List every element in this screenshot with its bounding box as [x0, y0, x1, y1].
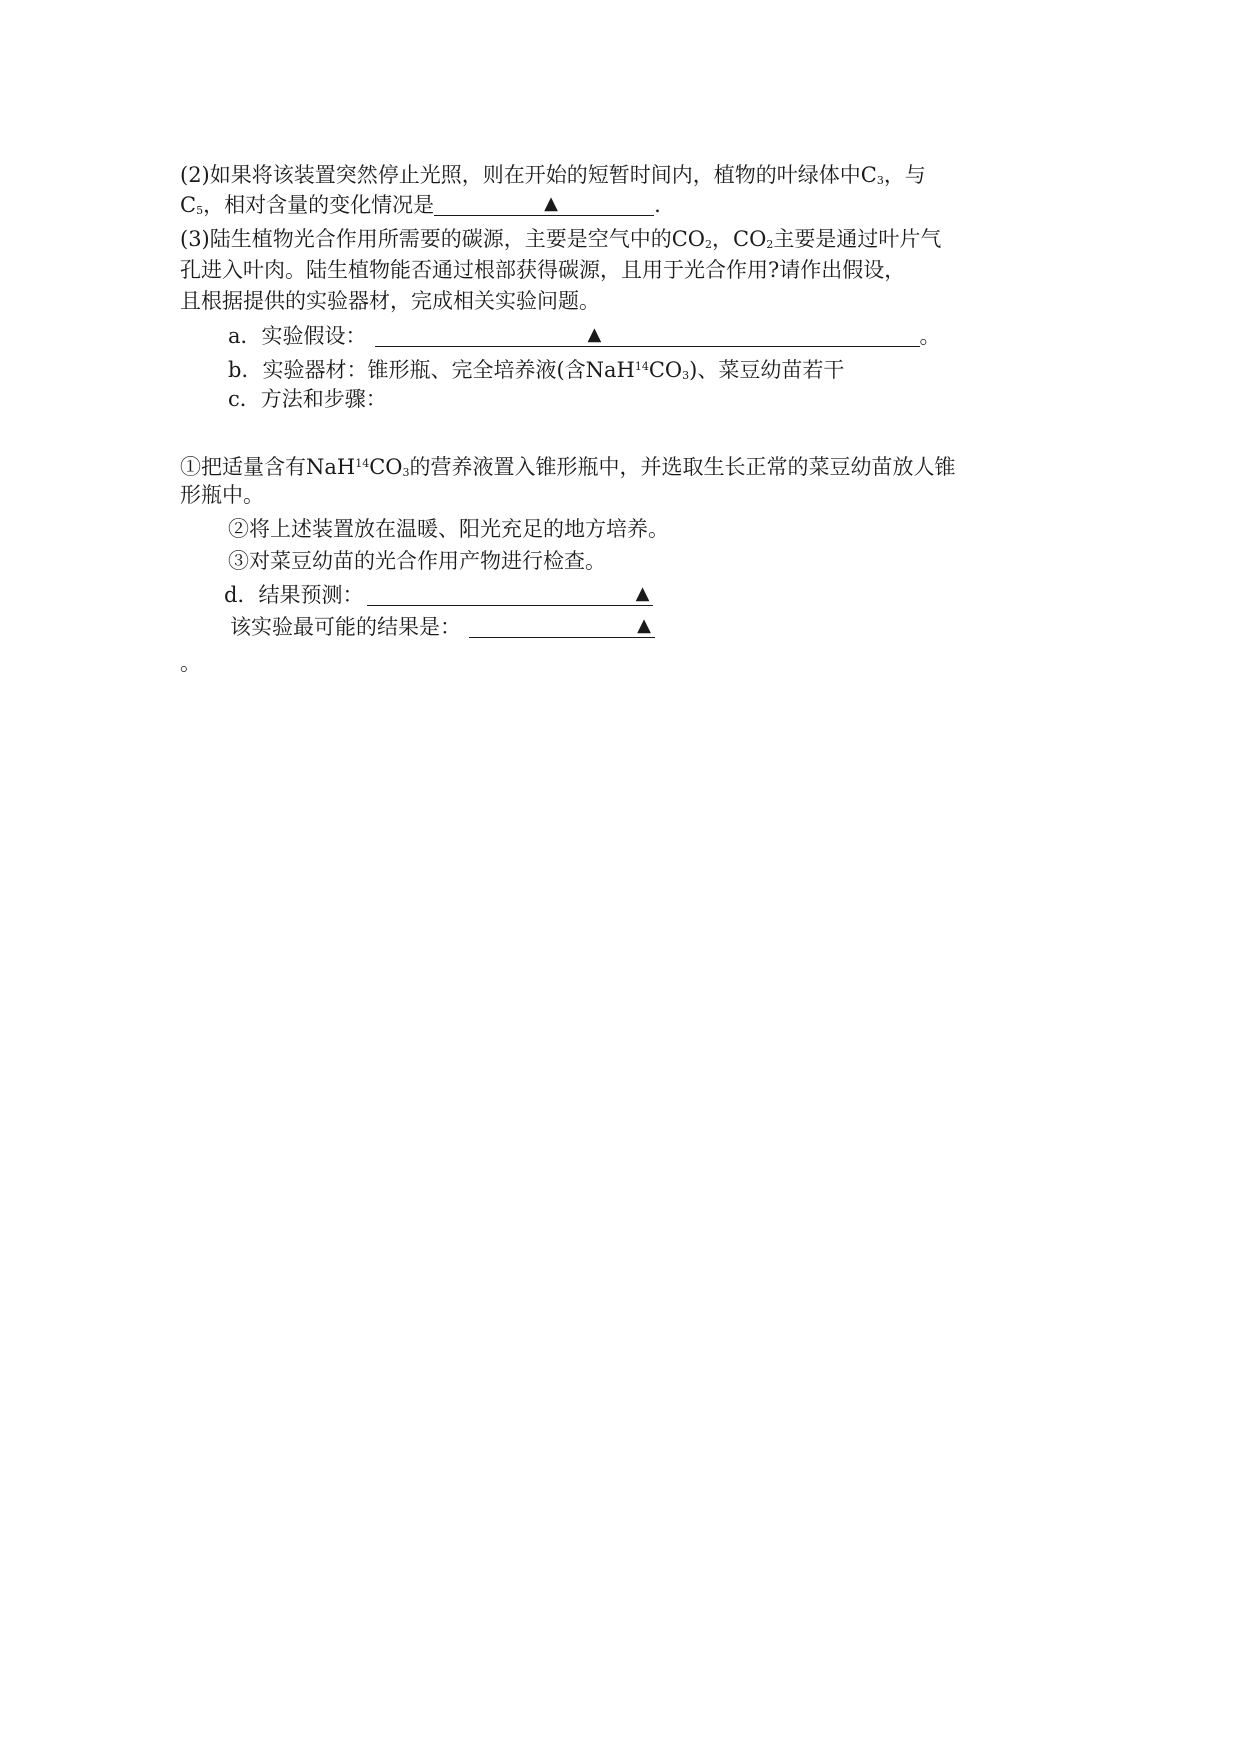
answer-marker-icon: ▲ — [635, 583, 650, 604]
c-symbol: C — [180, 193, 197, 217]
q2-text: (2)如果将该装置突然停止光照，则在开始的短暂时间内，植物的叶绿体中C — [180, 163, 877, 187]
hypothesis-answer-blank[interactable] — [375, 324, 920, 347]
subscript-2: 2 — [705, 238, 713, 251]
subscript-3: 3 — [402, 466, 410, 479]
q2-answer-blank[interactable] — [434, 193, 654, 216]
subscript-3: 3 — [682, 369, 690, 382]
answer-marker-icon: ▲ — [587, 324, 602, 345]
step-3: ③对菜豆幼苗的光合作用产物进行检查。 — [228, 549, 606, 573]
q3-line2: 孔进入叶肉。陆生植物能否通过根部获得碳源，且用于光合作用?请作出假设， — [180, 258, 906, 282]
subscript-5: 5 — [196, 204, 204, 217]
step1-text-a: ①把适量含有NaH — [180, 455, 356, 479]
step1-text-c: 的营养液置入锥形瓶中，并选取生长正常的菜豆幼苗放人锥 — [409, 455, 956, 479]
final-period: 。 — [180, 651, 201, 675]
superscript-14: 14 — [634, 360, 649, 373]
step-1-line1 — [180, 449, 956, 488]
subscript-2: 2 — [766, 238, 774, 251]
step-1-line2: 形瓶中。 — [180, 483, 264, 507]
q3-text-b: ，CO — [712, 227, 767, 251]
q2-line2 — [180, 190, 661, 226]
likely-result-answer-blank[interactable] — [469, 615, 655, 638]
q3-text-a: (3)陆生植物光合作用所需要的碳源，主要是空气中的CO — [180, 227, 706, 251]
item-a — [228, 321, 941, 351]
likely-result-label: 该实验最可能的结果是： — [230, 615, 461, 639]
step1-co: CO — [369, 455, 403, 479]
prediction-label: d．结果预测： — [224, 583, 364, 607]
item-c: c．方法和步骤： — [228, 387, 387, 411]
superscript-14: 14 — [355, 457, 370, 470]
period: . — [654, 193, 661, 217]
step-2: ②将上述装置放在温暖、阳光充足的地方培养。 — [228, 517, 669, 541]
q2-question: ，相对含量的变化情况是 — [203, 193, 435, 217]
hypothesis-label: a．实验假设： — [228, 324, 367, 348]
materials-text-a: b．实验器材：锥形瓶、完全培养液(含NaH — [228, 358, 635, 382]
prediction-answer-blank[interactable] — [367, 583, 653, 606]
likely-result — [230, 612, 655, 642]
q3-line3: 且根据提供的实验器材，完成相关实验问题。 — [180, 289, 600, 313]
materials-text-c: )、菜豆幼苗若干 — [689, 358, 845, 382]
hypothesis-end: 。 — [919, 324, 941, 348]
subscript-3: 3 — [876, 174, 884, 187]
answer-marker-icon: ▲ — [637, 615, 651, 636]
materials-co: CO — [648, 358, 683, 382]
item-d — [224, 580, 653, 610]
q2-tail: ，与 — [883, 163, 926, 187]
q3-text-c: 主要是通过叶片气 — [773, 227, 942, 251]
answer-marker-icon: ▲ — [544, 193, 558, 214]
